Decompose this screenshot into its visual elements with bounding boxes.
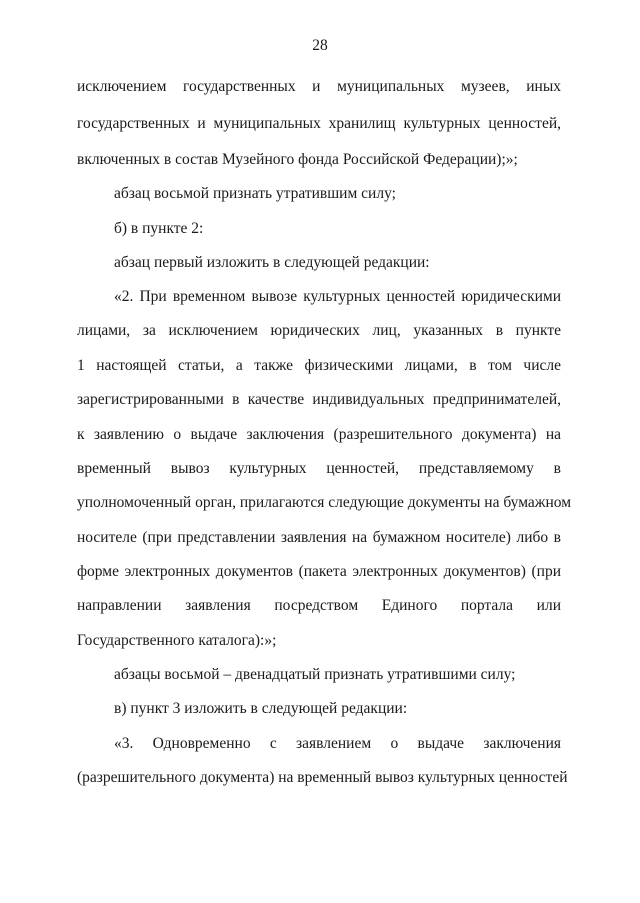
text-line: в) пункт 3 изложить в следующей редакции: <box>114 700 408 717</box>
page-number: 28 <box>312 37 328 54</box>
text-line: б) в пункте 2: <box>114 220 204 237</box>
text-line: временный вывоз культурных ценностей, представляемому в <box>77 460 561 477</box>
text-line: зарегистрированными в качестве индивидуальных предпринимателей, <box>77 391 561 408</box>
text-line: форме электронных документов (пакета электронных документов) (при <box>77 563 561 580</box>
text-line: абзацы восьмой – двенадцатый признать утратившими силу; <box>114 666 516 683</box>
text-line: включенных в состав Музейного фонда Российской Федерации);»; <box>77 151 518 168</box>
text-line: к заявлению о выдаче заключения (разрешительного документа) на <box>77 426 561 443</box>
text-line: (разрешительного документа) на временный вывоз культурных ценностей <box>77 769 568 786</box>
text-line: Государственного каталога):»; <box>77 632 277 649</box>
text-line: лицами, за исключением юридических лиц, указанных в пункте <box>77 322 561 339</box>
text-line: «3. Одновременно с заявлением о выдаче заключения <box>114 735 561 752</box>
text-line: государственных и муниципальных хранилищ культурных ценностей, <box>77 115 561 132</box>
text-line: абзац первый изложить в следующей редакции: <box>114 254 430 271</box>
text-line: исключением государственных и муниципальных музеев, иных <box>77 78 561 95</box>
text-line: «2. При временном вывозе культурных ценностей юридическими <box>114 288 561 305</box>
text-line: абзац восьмой признать утратившим силу; <box>114 185 396 202</box>
text-line: направлении заявления посредством Единого портала или <box>77 597 561 614</box>
text-line: 1 настоящей статьи, а также физическими лицами, в том числе <box>77 357 561 374</box>
text-line: уполномоченный орган, прилагаются следующие документы на бумажном <box>77 494 572 511</box>
text-line: носителе (при представлении заявления на бумажном носителе) либо в <box>77 529 561 546</box>
